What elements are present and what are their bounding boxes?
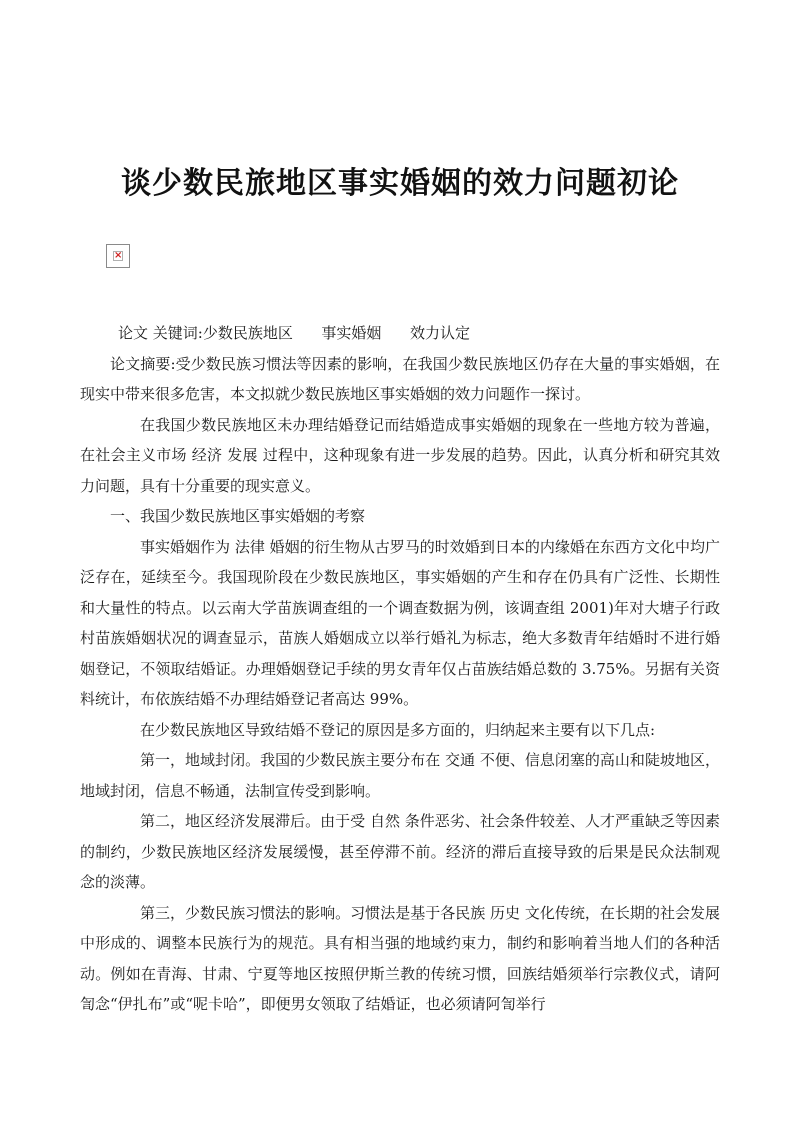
keywords-line: 论文 关键词:少数民族地区 事实婚姻 效力认定 — [118, 324, 471, 342]
document-body — [80, 318, 720, 1020]
abstract-paragraph: 论文摘要:受少数民族习惯法等因素的影响，在我国少数民族地区仍存在大量的事实婚姻，在现实中带来很多危害，本文拟就少数民族地区事实婚姻的效力问题作一探讨。 — [80, 354, 720, 403]
body-paragraph: 第一，地域封闭。我国的少数民族主要分布在 交通 不便、信息闭塞的高山和陡坡地区，地域封闭，信息不畅通，法制宣传受到影响。 — [80, 751, 720, 800]
body-paragraph: 在少数民族地区导致结婚不登记的原因是多方面的，归纳起来主要有以下几点: — [140, 720, 656, 739]
broken-image-icon — [106, 244, 130, 268]
body-paragraph: 事实婚姻作为 法律 婚姻的衍生物从古罗马的时效婚到日本的内缘婚在东西方文化中均广泛存在，延续至今。我国现阶段在少数民族地区，事实婚姻的产生和存在仍具有广泛性、长期性和大量性的特点。以云南大学苗族调查组的一个调查数据为例，该调查组 2001)年对大塘子行政村苗族婚姻状况的调查显示，苗族人婚姻成立以举行婚礼为标志，绝大多数青年结婚时不进行婚姻登记，不领取结婚证。办理婚姻登记手续的男女青年仅占苗族结婚总数的 3.75%。另据有关资料统计，布依族结婚不办理结婚登记者高达 99%。 — [80, 537, 720, 708]
body-paragraph: 第二，地区经济发展滞后。由于受 自然 条件恶劣、社会条件较差、人才严重缺乏等因素的制约，少数民族地区经济发展缓慢，甚至停滞不前。经济的滞后直接导致的后果是民众法制观念的淡薄。 — [80, 812, 720, 891]
section-heading: 一、我国少数民族地区事实婚姻的考察 — [110, 507, 366, 525]
broken-image-x-mark: × — [114, 250, 123, 261]
body-paragraph: 第三，少数民族习惯法的影响。习惯法是基于各民族 历史 文化传统，在长期的社会发展中形成的、调整本民族行为的规范。具有相当强的地域约束力，制约和影响着当地人们的各种活动。例如在青海、甘肃、宁夏等地区按照伊斯兰教的传统习惯，回族结婚须举行宗教仪式，请阿訇念“伊扎布”或“呢卡哈”，即便男女领取了结婚证，也必须请阿訇举行 — [80, 903, 720, 1013]
intro-paragraph: 在我国少数民族地区未办理结婚登记而结婚造成事实婚姻的现象在一些地方较为普遍，在社会主义市场 经济 发展 过程中，这种现象有进一步发展的趋势。因此，认真分析和研究其效力问题，具有十分重要的现实意义。 — [80, 415, 720, 495]
document-title: 谈少数民旅地区事实婚姻的效力问题初论 — [121, 166, 679, 201]
